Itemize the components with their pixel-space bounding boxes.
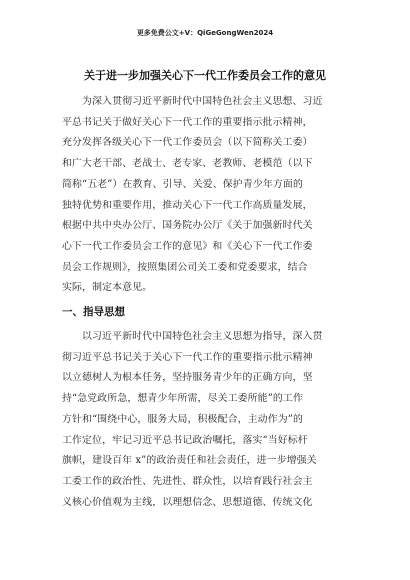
paragraph-line: 持“急党政所急，想青少年所需，尽关工委所能”的工作 — [62, 393, 303, 405]
paragraph-line: 独特优势和重要作用，推动关心下一代工作高质量发展， — [62, 199, 313, 211]
paragraph-line: 以习近平新时代中国特色社会主义思想为指导，深入贯 — [82, 331, 323, 342]
paragraph-line: 充分发挥各级关心下一代工作委员会（以下简称关工委） — [62, 137, 313, 149]
paragraph-line: 义核心价值观为主线，以理想信念、思想道德、传统文化 — [62, 496, 313, 508]
paragraph-line: 根据中共中央办公厅、国务院办公厅《关于加强新时代关 — [62, 220, 313, 232]
paragraph-line: 彻习近平总书记关于关心下一代工作的重要指示批示精神 — [62, 351, 313, 363]
paragraph-line: 心下一代工作委员会工作的意见》和《关心下一代工作委 — [62, 240, 313, 252]
paragraph-line: 旗帜，建设百年 x”的政治责任和社会责任，进一步增强关 — [62, 455, 317, 467]
header-note: 更多免费公文+V：QiGeGongWen2024 — [136, 29, 274, 37]
section-paragraph — [62, 327, 362, 513]
paragraph-line: 员会工作规则》，按照集团公司关工委和党委要求，结合 — [62, 261, 308, 273]
section-heading: 一、指导思想 — [62, 306, 125, 318]
intro-paragraph — [62, 92, 362, 299]
paragraph-line: 平总书记关于做好关心下一代工作的重要指示批示精神， — [62, 116, 313, 128]
paragraph-line: 简称“五老”）在教育、引导、关爱、保护青少年方面的 — [62, 178, 303, 190]
paragraph-line: 为深入贯彻习近平新时代中国特色社会主义思想、习近 — [82, 96, 323, 107]
paragraph-line: 和广大老干部、老战士、老专家、老教师、老模范（以下 — [62, 158, 313, 170]
paragraph-line: 工委工作的政治性、先进性、群众性，以培育践行社会主 — [62, 475, 313, 487]
document-title: 关于进一步加强关心下一代工作委员会工作的意见 — [84, 69, 326, 82]
paragraph-line: 以立德树人为根本任务，坚持服务青少年的正确方向，坚 — [62, 372, 313, 384]
paragraph-line: 方针和“围绕中心，服务大局，积极配合，主动作为”的 — [62, 413, 303, 425]
paragraph-line: 实际，制定本意见。 — [62, 282, 153, 294]
paragraph-line: 工作定位，牢记习近平总书记政治嘱托，落实“当好标杆 — [62, 434, 308, 446]
